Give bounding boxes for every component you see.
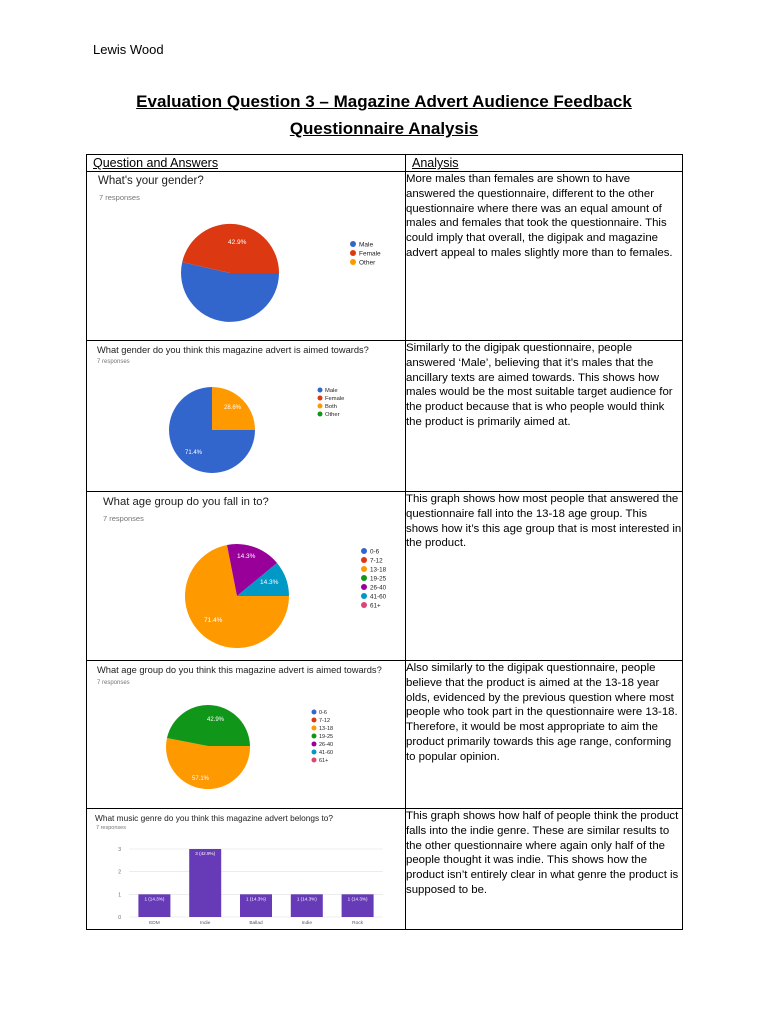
legend-item: 41-60 (370, 593, 387, 601)
chart-5-title: What music genre do you think this magazine advert belongs to? (95, 813, 333, 823)
header-analysis: Analysis (406, 155, 683, 172)
legend-item: 61+ (319, 758, 329, 764)
chart-5-svg (87, 809, 404, 929)
question-cell-1 (87, 172, 406, 341)
chart-4-svg (87, 661, 404, 808)
legend-item: 41-60 (319, 750, 334, 756)
legend-item: Male (325, 388, 338, 394)
header-question-answers: Question and Answers (87, 155, 406, 172)
legend-item: Female (359, 250, 381, 258)
slice-label-19-25: 42.9% (207, 717, 225, 723)
slice-label-13-18: 71.4% (204, 617, 223, 624)
question-cell-5 (87, 809, 406, 930)
legend-item: 0-6 (319, 710, 327, 716)
slice-label-female: 42.9% (228, 239, 247, 246)
x-tick-label: Rock (352, 921, 364, 926)
x-tick-label: EDM (149, 921, 160, 926)
analysis-cell-2: Similarly to the digipak questionnaire, people answered ‘Male’, believing that it’s males that the ancillary texts are aimed towards. This shows how males would be the most suitable target audience for the product because that is who people would think the product is primarily aimed at. (406, 341, 683, 492)
analysis-cell-3: This graph shows how most people that answered the questionnaire fall into the 13-18 age group. This shows how it’s this age group that is most interested in the product. (406, 492, 683, 661)
legend-item: Other (325, 412, 340, 418)
question-cell-2 (87, 341, 406, 492)
legend-item: Male (359, 241, 374, 249)
page-title (0, 88, 768, 142)
legend-item: 7-12 (370, 557, 383, 565)
chart-3-title: What age group do you fall in to? (103, 496, 269, 508)
question-cell-4 (87, 661, 406, 809)
bar-data-label: 1 (14.3%) (296, 896, 317, 902)
chart-2-svg (87, 341, 404, 491)
legend-item: 61+ (370, 602, 381, 610)
legend-item: Other (359, 259, 376, 267)
legend-item: 19-25 (370, 575, 387, 583)
legend-item: Female (325, 396, 345, 402)
legend-item: 13-18 (319, 726, 334, 732)
chart-2-legend (318, 388, 345, 419)
chart-4-legend (312, 710, 334, 765)
chart-1-legend (350, 241, 381, 267)
author-name: Lewis Wood (93, 42, 164, 57)
y-tick-label: 1 (118, 892, 121, 899)
title-line-1: Evaluation Question 3 – Magazine Advert Audience Feedback (136, 92, 632, 111)
chart-4-title: What age group do you think this magazine advert is aimed towards? (97, 665, 382, 675)
chart-2-title: What gender do you think this magazine advert is aimed towards? (97, 345, 369, 355)
bar-data-label: 1 (14.3%) (347, 896, 368, 902)
slice-label-male: 57.1% (221, 323, 240, 330)
analysis-cell-5: This graph shows how half of people think the product falls into the indie genre. These are similar results to the other questionnaire where again only half of the people thought it was indie. This shows how the product isn’t entirely clear in what genre the product is supposed to be. (406, 809, 683, 930)
chart-4-responses: 7 responses (97, 680, 130, 686)
x-tick-label: Indie (199, 921, 211, 926)
legend-item: 0-6 (370, 548, 380, 556)
analysis-cell-1: More males than females are shown to have answered the questionnaire, different to the other questionnaire where there was an equal amount of males and females that took the questionnaire. This could imply that overall, the digipak and magazine advert appeal to males slightly more than to females. (406, 172, 683, 341)
chart-2-responses: 7 responses (97, 359, 130, 365)
slice-label-13-18: 57.1% (192, 776, 210, 782)
legend-item: 7-12 (319, 718, 331, 724)
chart-5-responses: 7 responses (96, 825, 126, 831)
y-tick-label: 0 (118, 915, 121, 921)
question-cell-3 (87, 492, 406, 661)
analysis-cell-4: Also similarly to the digipak questionnaire, people believe that the product is aimed at the 13-18 year olds, evidenced by the previous question where most people who took part in the questionnaire were 13-18. Therefore, it would be most appropriate to aim the product primarily towards this age range, conforming to popular opinion. (406, 661, 683, 809)
bar-data-label: 1 (14.3%) (144, 896, 165, 902)
slice-label-male: 71.4% (185, 450, 203, 456)
legend-item: Both (325, 404, 337, 410)
chart-3-svg (87, 492, 404, 660)
chart-1-title: What's your gender? (98, 175, 204, 187)
title-line-2: Questionnaire Analysis (289, 119, 479, 138)
bar-data-label: 1 (14.3%) (246, 896, 266, 902)
y-tick-label: 3 (118, 847, 121, 853)
slice-label-26-40: 14.3% (237, 553, 256, 560)
legend-item: 13-18 (370, 566, 387, 574)
chart-1-svg (87, 172, 404, 340)
pie-slice-19-25 (167, 705, 250, 746)
slice-label-41-60: 14.3% (260, 579, 279, 586)
y-tick-label: 2 (118, 869, 121, 876)
legend-item: 26-40 (319, 742, 334, 748)
chart-1-responses: 7 responses (99, 193, 140, 202)
chart-3-legend (361, 548, 387, 610)
chart-3-responses: 7 responses (103, 514, 144, 523)
analysis-table (86, 154, 683, 930)
legend-item: 19-25 (319, 734, 334, 740)
bar-data-label: 3 (42.9%) (195, 851, 216, 856)
x-tick-label: Ballad (249, 921, 263, 926)
bar (189, 849, 221, 917)
slice-label-both: 28.6% (224, 405, 242, 411)
x-tick-label: Indie (301, 921, 313, 926)
legend-item: 26-40 (370, 584, 387, 592)
